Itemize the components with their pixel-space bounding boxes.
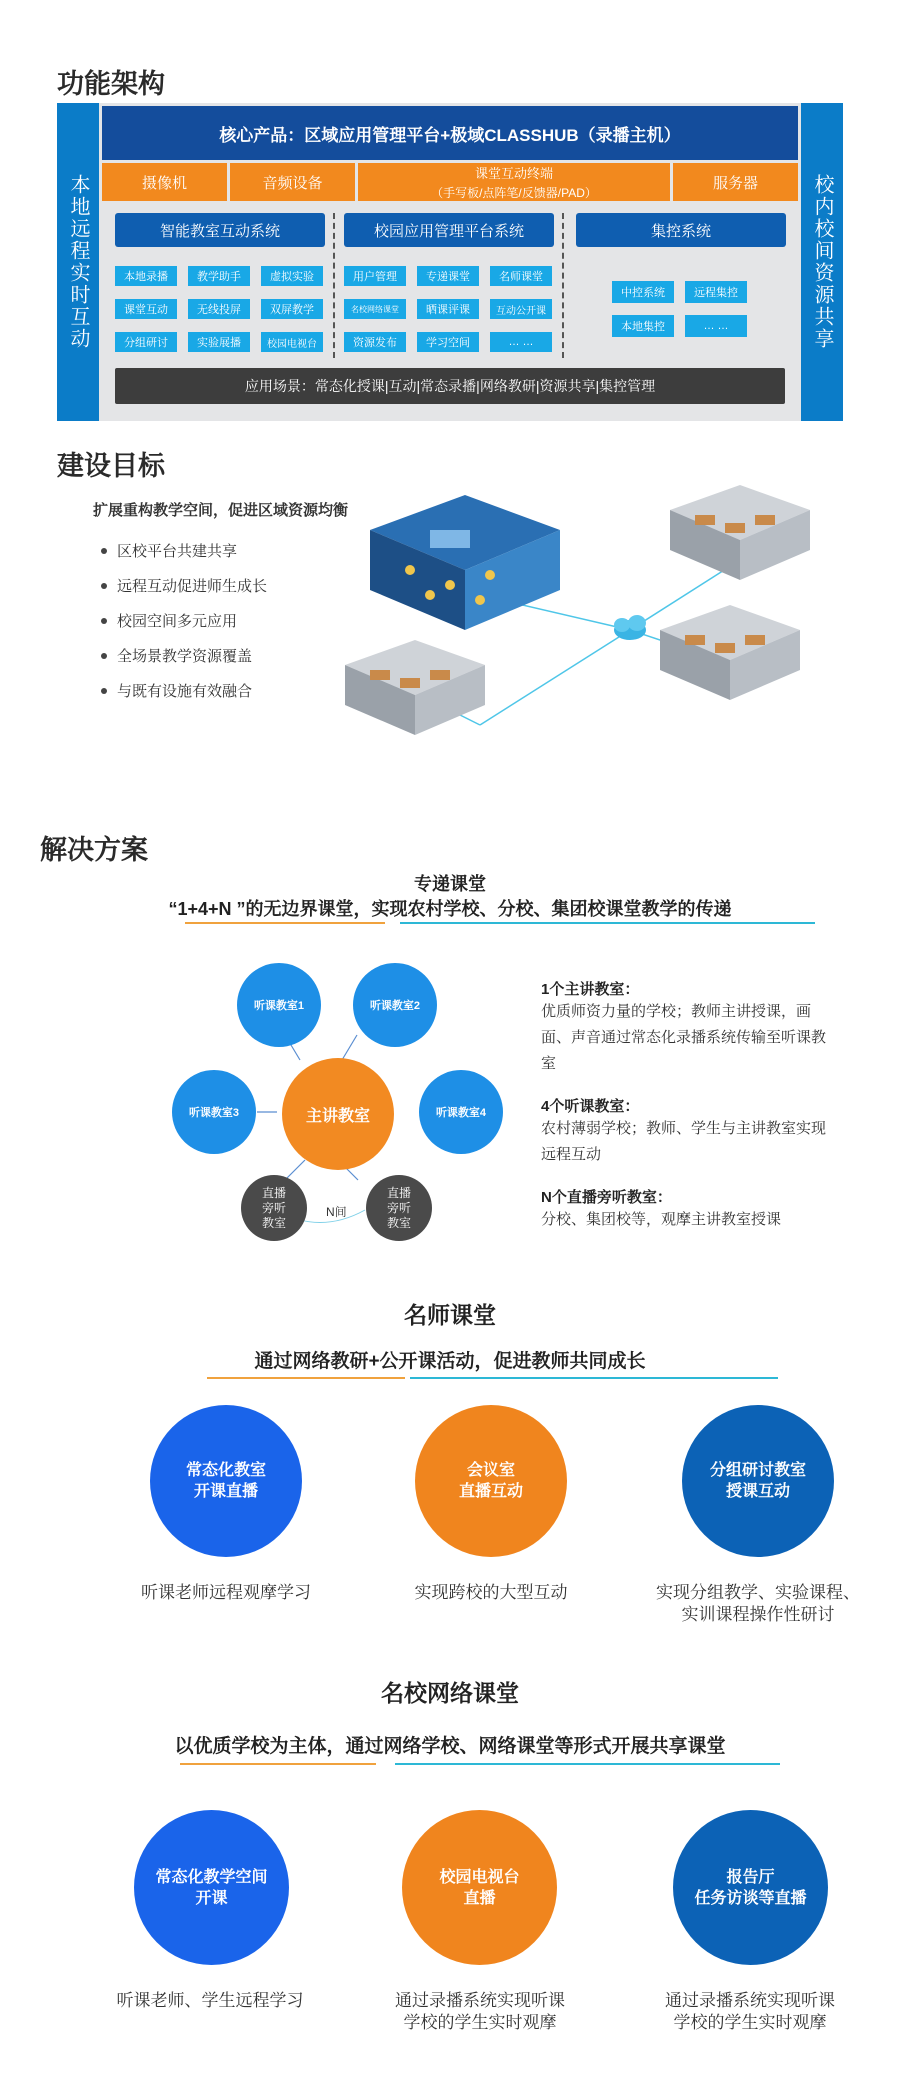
- system-head-central-control: 集控系统: [576, 213, 786, 247]
- desc-live-head: N个直播旁听教室：: [541, 1189, 672, 1206]
- underline-blue: [410, 1377, 778, 1379]
- goal-item-text: 与既有设施有效融合: [117, 683, 253, 700]
- device-terminal: [358, 163, 670, 201]
- main-classroom-icon: [370, 495, 560, 630]
- chip-sys1-7: 分组研讨: [115, 332, 177, 352]
- chip-sys1-6: 双屏教学: [261, 299, 323, 319]
- device-camera-label: 摄像机: [141, 174, 187, 192]
- desc-listen-text: 农村薄弱学校；教师、学生与主讲教室实现远程互动: [541, 1120, 827, 1163]
- chip-sys2-9: … …: [490, 332, 552, 352]
- device-audio-label: 音频设备: [262, 174, 323, 192]
- goal-item-3: [101, 610, 237, 631]
- mingxiao-caption-1: 听课老师、学生远程学习: [116, 1991, 304, 2010]
- bullet-icon: [101, 688, 107, 694]
- system-head-campus-platform: 校园应用管理平台系统: [344, 213, 554, 247]
- underline-orange: [207, 1377, 405, 1379]
- chip-sys1-5: 无线投屏: [188, 299, 250, 319]
- classroom-network-illustration: [340, 475, 840, 765]
- goals-heading: 扩展重构教学空间，促进区域资源均衡: [93, 502, 349, 519]
- divider-2: [562, 213, 564, 358]
- mingshi-title: 名师课堂: [404, 1302, 496, 1328]
- listen-classroom-1-circle: 听课教室1: [237, 963, 321, 1047]
- device-terminal-label: 课堂互动终端: [474, 166, 553, 181]
- core-product-bar: 核心产品：区域应用管理平台+极域CLASSHUB（录播主机）: [102, 106, 798, 160]
- listen-classroom-2-circle: 听课教室2: [353, 963, 437, 1047]
- listen-classroom-icon: [660, 605, 800, 700]
- desc-listen-head: 4个听课教室：: [541, 1098, 640, 1115]
- n-count-label: N间: [326, 1205, 347, 1219]
- chip-sys1-4: 课堂互动: [115, 299, 177, 319]
- goal-item-text: 校园空间多元应用: [117, 613, 238, 630]
- underline-orange: [180, 1763, 376, 1765]
- underline-blue: [395, 1763, 780, 1765]
- listen-classroom-icon: [670, 485, 810, 580]
- goal-item-1: [101, 540, 237, 561]
- mingxiao-caption-3: 通过录播系统实现听课 学校的学生实时观摩: [665, 1991, 835, 2032]
- chip-sys2-6: 互动公开课: [490, 299, 552, 319]
- zhuandi-subtitle: “1+4+N ”的无边界课堂，实现农村学校、分校、集团校课堂教学的传递: [168, 899, 732, 919]
- mingxiao-circle-3: 报告厅 任务访谈等直播: [673, 1810, 828, 1965]
- divider-1: [333, 213, 335, 358]
- mingshi-subtitle: 通过网络教研+公开课活动，促进教师共同成长: [254, 1351, 646, 1372]
- goal-item-text: 全场景教学资源覆盖: [117, 648, 253, 665]
- chip-sys2-5: 晒课评课: [417, 299, 479, 319]
- bullet-icon: [101, 583, 107, 589]
- left-side-label: 本地远程实时互动: [57, 103, 99, 421]
- chip-sys2-7: 资源发布: [344, 332, 406, 352]
- mingxiao-title: 名校网络课堂: [381, 1680, 519, 1706]
- system-head-smart-classroom: 智能教室互动系统: [115, 213, 325, 247]
- chip-sys1-1: 本地录播: [115, 266, 177, 286]
- device-camera: [102, 163, 227, 201]
- goal-item-5: [101, 680, 252, 701]
- bullet-icon: [101, 548, 107, 554]
- chip-sys2-3: 名师课堂: [490, 266, 552, 286]
- chip-sys2-4: 名校网络课堂: [344, 299, 406, 319]
- chip-sys2-8: 学习空间: [417, 332, 479, 352]
- listen-classroom-icon: [345, 640, 485, 735]
- bullet-icon: [101, 618, 107, 624]
- mingshi-circle-1: 常态化教室 开课直播: [150, 1405, 302, 1557]
- mingshi-caption-2: 实现跨校的大型互动: [414, 1583, 568, 1602]
- mingxiao-subtitle: 以优质学校为主体，通过网络学校、网络课堂等形式开展共享课堂: [174, 1736, 726, 1757]
- chip-sys3-2: 远程集控: [685, 281, 747, 303]
- chip-sys1-3: 虚拟实验: [261, 266, 323, 286]
- section-title-solutions: 解决方案: [40, 835, 148, 865]
- goal-item-text: 区校平台共建共享: [117, 543, 238, 560]
- desc-main-text: 优质师资力量的学校；教师主讲授课，画面、声音通过常态化录播系统传输至听课教室: [541, 1003, 827, 1072]
- cloud-icon: [614, 615, 646, 640]
- chip-sys1-9: 校园电视台: [261, 332, 323, 352]
- chip-sys2-1: 用户管理: [344, 266, 406, 286]
- application-scenes-bar: 应用场景：常态化授课|互动|常态录播|网络教研|资源共享|集控管理: [115, 368, 785, 404]
- goal-item-text: 远程互动促进师生成长: [117, 578, 268, 595]
- mingshi-caption-1: 听课老师远程观摩学习: [141, 1583, 311, 1602]
- architecture-diagram: [57, 103, 843, 421]
- mingshi-circle-2: 会议室 直播互动: [415, 1405, 567, 1557]
- zhuandi-title: 专递课堂: [414, 874, 486, 894]
- goal-item-2: [101, 575, 267, 596]
- live-classroom-circle: 直播 旁听 教室: [241, 1175, 307, 1241]
- chip-sys3-1: 中控系统: [612, 281, 674, 303]
- section-title-goals: 建设目标: [57, 451, 165, 481]
- mingshi-caption-3: 实现分组教学、实验课程、 实训课程操作性研讨: [656, 1583, 860, 1624]
- chip-sys1-2: 教学助手: [188, 266, 250, 286]
- listen-classroom-4-circle: 听课教室4: [419, 1070, 503, 1154]
- chip-sys1-8: 实验展播: [188, 332, 250, 352]
- chip-sys2-2: 专递课堂: [417, 266, 479, 286]
- chip-sys3-3: 本地集控: [612, 315, 674, 337]
- mingshi-circle-3: 分组研讨教室 授课互动: [682, 1405, 834, 1557]
- underline-blue: [400, 922, 815, 924]
- mingxiao-caption-2: 通过录播系统实现听课 学校的学生实时观摩: [395, 1991, 565, 2032]
- device-terminal-sub: （手写板/点阵笔/反馈器/PAD）: [431, 186, 597, 200]
- device-audio: [230, 163, 355, 201]
- desc-live-text: 分校、集团校等，观摩主讲教室授课: [541, 1211, 782, 1228]
- device-server: [673, 163, 798, 201]
- section-title-architecture: 功能架构: [57, 69, 165, 99]
- mingxiao-circle-1: 常态化教学空间 开课: [134, 1810, 289, 1965]
- goal-item-4: [101, 645, 252, 666]
- mingxiao-circle-2: 校园电视台 直播: [402, 1810, 557, 1965]
- desc-main-head: 1个主讲教室：: [541, 981, 640, 998]
- chip-sys3-4: … …: [685, 315, 747, 337]
- main-classroom-circle: 主讲教室: [282, 1058, 394, 1170]
- listen-classroom-3-circle: 听课教室3: [172, 1070, 256, 1154]
- bullet-icon: [101, 653, 107, 659]
- underline-orange: [185, 922, 385, 924]
- device-server-label: 服务器: [712, 174, 758, 192]
- live-classroom-circle: 直播 旁听 教室: [366, 1175, 432, 1241]
- right-side-label: 校内校间资源共享: [801, 103, 843, 421]
